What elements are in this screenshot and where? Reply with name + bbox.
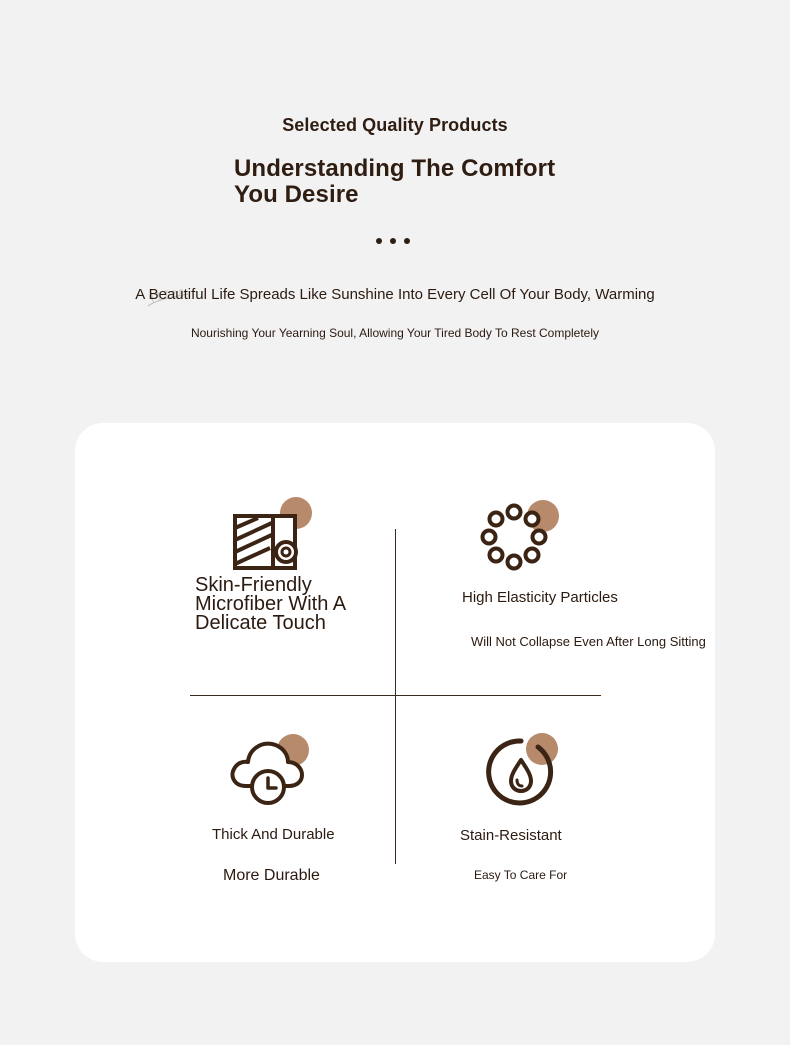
- water-drop-circle-icon: [478, 728, 568, 818]
- dot: [404, 238, 410, 244]
- vertical-divider: [395, 529, 396, 864]
- ellipsis-dots: [376, 238, 410, 244]
- cloud-clock-icon: [224, 726, 314, 816]
- horizontal-divider: [190, 695, 601, 696]
- fabric-roll-icon: [226, 494, 316, 584]
- subtitle-line-1: A Beautiful Life Spreads Like Sunshine Into Every Cell Of Your Body, Warming: [135, 286, 655, 303]
- page-headline: [234, 156, 555, 208]
- feature-desc-stain-resistant: Easy To Care For: [474, 868, 568, 882]
- feature-desc-thick-durable: More Durable: [223, 867, 320, 884]
- dot: [390, 238, 396, 244]
- subtitle-line-2: Nourishing Your Yearning Soul, Allowing Your Tired Body To Rest Completely: [190, 326, 600, 340]
- feature-title-stain-resistant: Stain-Resistant: [460, 827, 562, 844]
- headline-line-2: You Desire: [234, 181, 359, 208]
- bead-ring-icon: [473, 494, 563, 584]
- feature-desc-elasticity: Will Not Collapse Even After Long Sitting: [471, 634, 706, 649]
- feature-title-skin-friendly: Skin-Friendly Microfiber With A Delicate Touch: [195, 574, 346, 634]
- eyebrow-title: Selected Quality Products: [282, 115, 508, 135]
- feature-title-elasticity: High Elasticity Particles: [462, 589, 618, 606]
- feature-title-thick-durable: Thick And Durable: [212, 826, 335, 843]
- dot: [376, 238, 382, 244]
- headline-line-1: Understanding The Comfort: [234, 155, 556, 182]
